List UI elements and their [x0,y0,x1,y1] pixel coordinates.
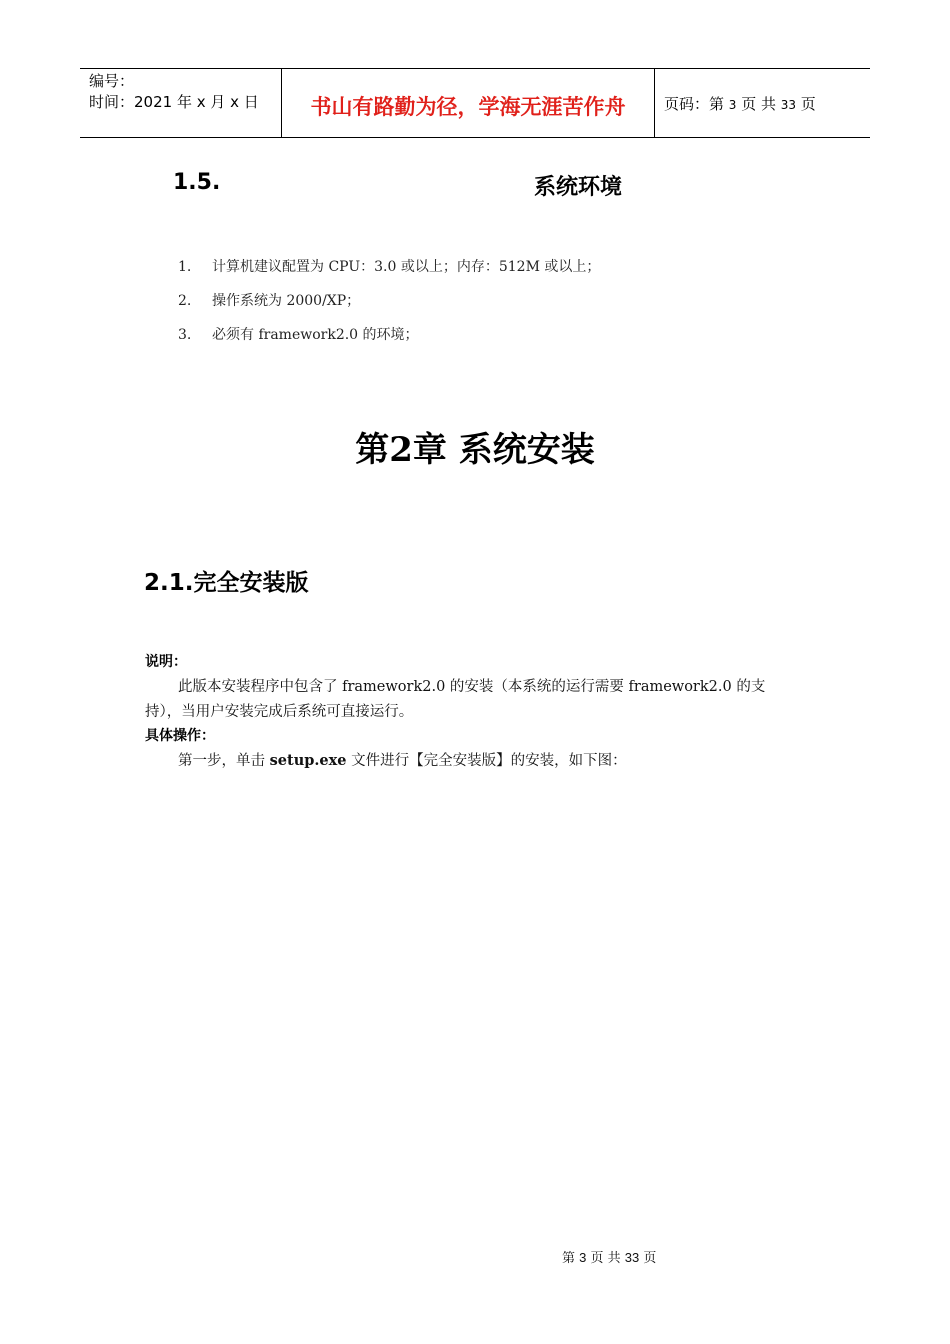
page-footer: 第 3 页 共 33 页 [562,1250,657,1266]
description-label: 说明： [145,654,187,670]
chapter-title: 第2章 系统安装 [355,430,595,470]
file-name: setup.exe [269,752,347,769]
description-text: 持），当用户安装完成后系统可直接运行。 [145,704,414,720]
section-title: 系统环境 [534,175,623,200]
step-text: 第一步，单击 setup.exe 文件进行【完全安装版】的安装，如下图： [178,752,627,769]
description-text: 此版本安装程序中包含了 framework2.0 的安装（本系统的运行需要 framework2.0 的支 [178,679,766,695]
header-meta [89,71,259,113]
list-item: 1. 计算机建议配置为 CPU：3.0 或以上；内存：512M 或以上； [178,259,601,275]
list-item: 2. 操作系统为 2000/XP； [178,293,361,309]
operations-label: 具体操作： [145,728,215,744]
header-time: 时间：2021 年 x 月 x 日 [89,93,259,111]
section-number: 1.5. [173,170,221,195]
section-heading: 2.1.完全安装版 [144,570,309,596]
list-item: 3. 必须有 framework2.0 的环境； [178,327,419,343]
page-header [80,68,870,138]
header-motto: 书山有路勤为径，学海无涯苦作舟 [310,95,626,119]
header-page-code: 页码：第 3 页 共 33 页 [664,95,816,113]
header-divider [654,69,655,137]
header-number: 编号： [89,72,135,90]
